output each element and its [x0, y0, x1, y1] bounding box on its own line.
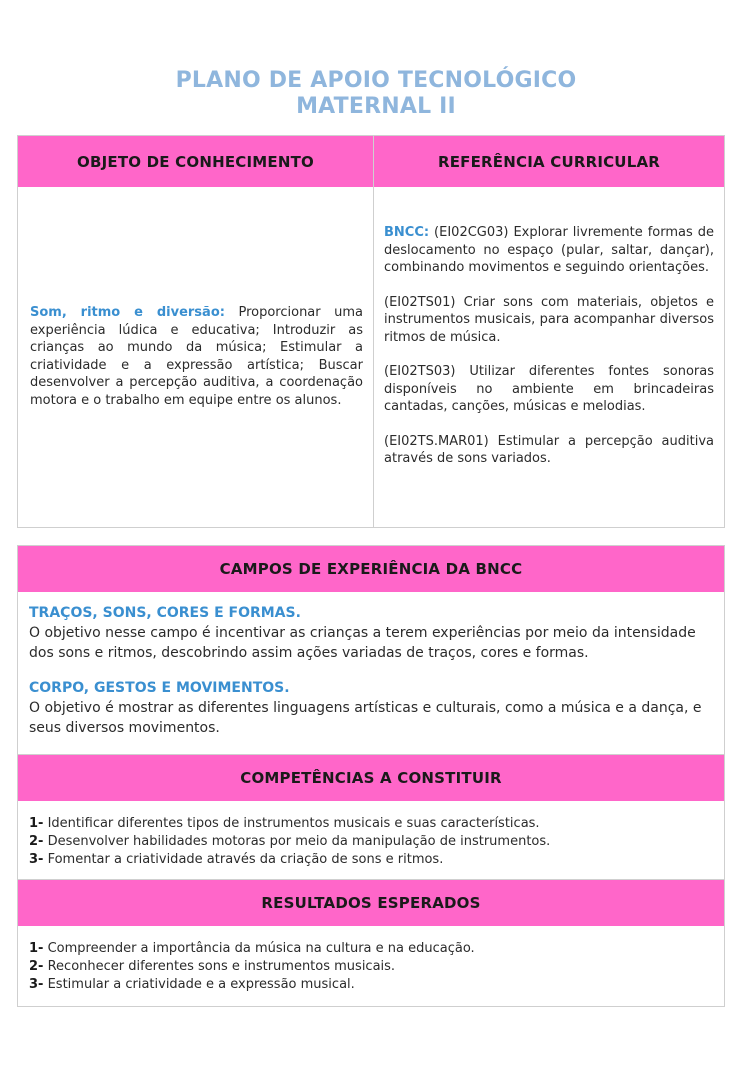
item-text: Desenvolver habilidades motoras por meio da manipulação de instrumentos. [47, 834, 551, 849]
objeto-cell [30, 304, 363, 409]
competencias-header: COMPETÊNCIAS A CONSTITUIR [18, 755, 724, 801]
item-text: Estimular a criatividade e a expressão musical. [47, 977, 355, 992]
objeto-text: Proporcionar uma experiência lúdica e educativa; Introduzir as crianças ao mundo da música; Estimular a criatividade e a expressão artística; Buscar desenvolver a percepção auditiva, a coordenação motora e o trabalho em equipe entre os alunos. [30, 305, 363, 408]
reference-item: (EI02TS.MAR01) Estimular a percepção auditiva através de sons variados. [384, 433, 714, 466]
campos-section [17, 545, 725, 755]
document-title [0, 68, 752, 120]
item-text: Compreender a importância da música na cultura e na educação. [47, 941, 475, 956]
item-number: 2- [29, 834, 44, 849]
referencia-cell [384, 224, 714, 485]
list-item [29, 958, 713, 976]
item-number: 3- [29, 852, 44, 867]
campos-subtitle: CORPO, GESTOS E MOVIMENTOS. [29, 680, 290, 696]
objeto-header: OBJETO DE CONHECIMENTO [18, 136, 374, 187]
item-text: Fomentar a criatividade através da criação de sons e ritmos. [47, 852, 444, 867]
curriculum-table [17, 135, 725, 528]
campos-body [18, 592, 724, 738]
item-number: 2- [29, 959, 44, 974]
reference-text: (EI02CG03) Explorar livremente formas de deslocamento no espaço (pular, saltar, dançar), combinando movimentos e seguindo orientações. [384, 225, 714, 275]
list-item [29, 815, 713, 833]
item-number: 1- [29, 941, 44, 956]
reference-item [384, 224, 714, 277]
competencias-list [18, 801, 724, 869]
resultados-section [17, 879, 725, 1007]
list-item [29, 833, 713, 851]
reference-item: (EI02TS03) Utilizar diferentes fontes sonoras disponíveis no ambiente em brincadeiras cantadas, canções, músicas e melodias. [384, 364, 714, 414]
campos-paragraph: O objetivo é mostrar as diferentes linguagens artísticas e culturais, como a música e a dança, e seus diversos movimentos. [29, 700, 702, 736]
title-line-2: MATERNAL II [296, 94, 456, 119]
item-number: 3- [29, 977, 44, 992]
item-number: 1- [29, 816, 44, 831]
campos-paragraph: O objetivo nesse campo é incentivar as crianças a terem experiências por meio da intensidade dos sons e ritmos, descobrindo assim ações variadas de traços, cores e formas. [29, 625, 696, 661]
item-text: Reconhecer diferentes sons e instrumentos musicais. [47, 959, 396, 974]
title-line-1: PLANO DE APOIO TECNOLÓGICO [175, 68, 577, 93]
list-item [29, 976, 713, 994]
resultados-header: RESULTADOS ESPERADOS [18, 880, 724, 926]
bncc-label: BNCC: [384, 225, 430, 240]
campos-header: CAMPOS DE EXPERIÊNCIA DA BNCC [18, 546, 724, 592]
list-item [29, 940, 713, 958]
competencias-section [17, 755, 725, 880]
resultados-list [18, 926, 724, 994]
campos-subtitle: TRAÇOS, SONS, CORES E FORMAS. [29, 605, 301, 621]
item-text: Identificar diferentes tipos de instrumentos musicais e suas características. [47, 816, 540, 831]
referencia-header: REFERÊNCIA CURRICULAR [374, 136, 724, 187]
reference-item: (EI02TS01) Criar sons com materiais, objetos e instrumentos musicais, para acompanhar diversos ritmos de música. [384, 294, 714, 345]
objeto-label: Som, ritmo e diversão: [30, 305, 225, 320]
list-item [29, 851, 713, 869]
column-divider [373, 136, 374, 527]
